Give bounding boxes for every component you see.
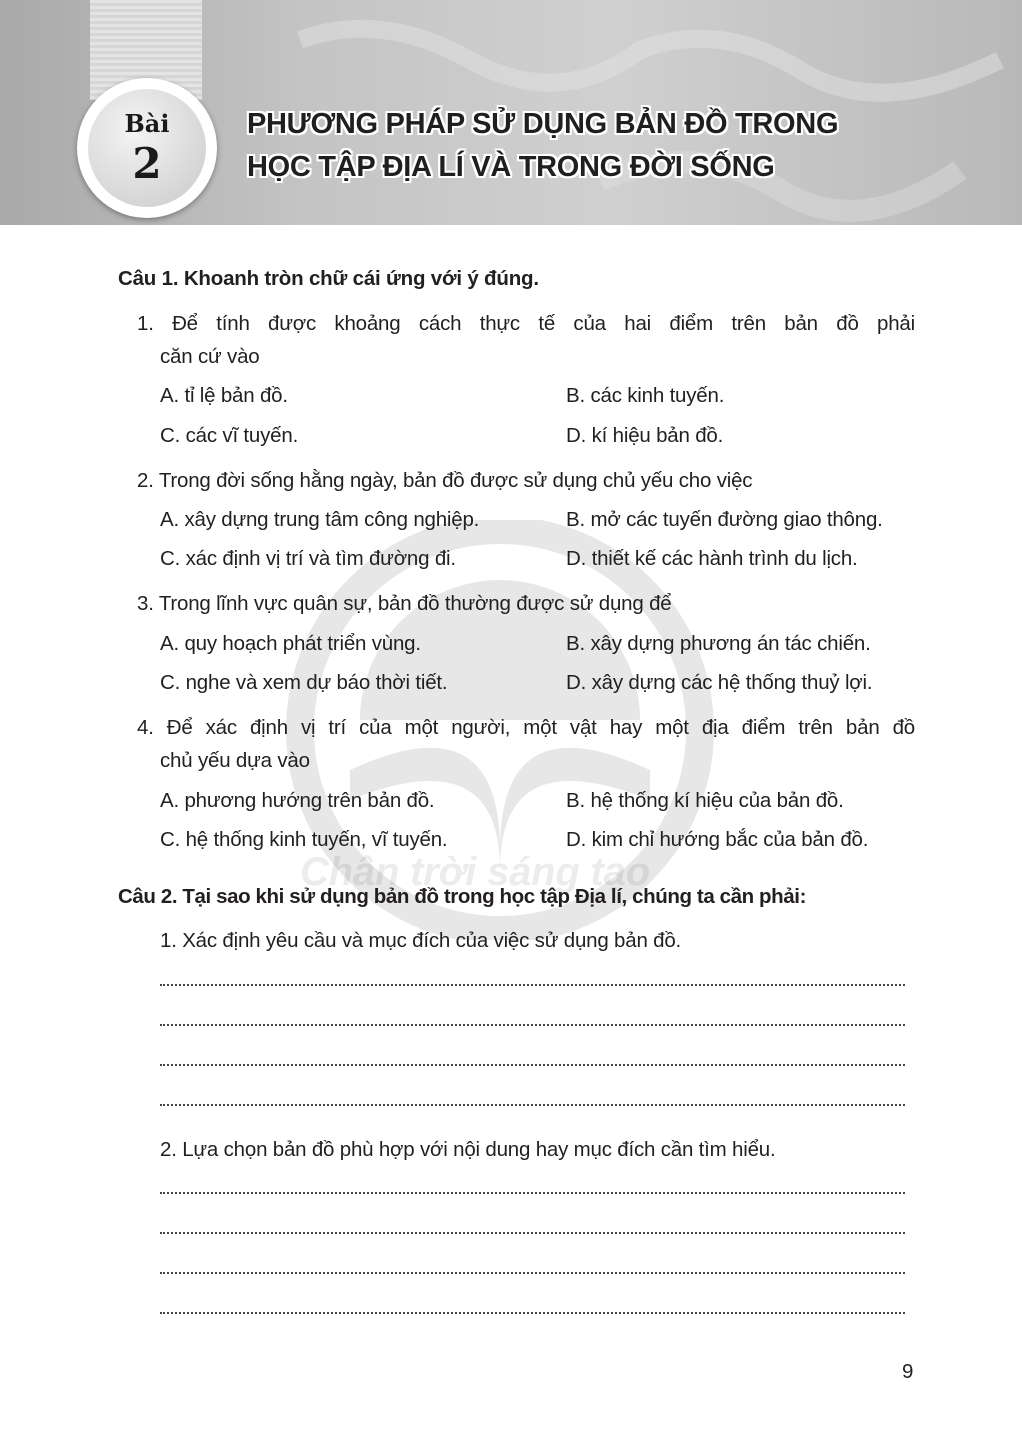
answer-line[interactable] — [160, 1192, 905, 1194]
q1-option-b[interactable]: B. các kinh tuyến. — [566, 384, 725, 407]
q3-option-a[interactable]: A. quy hoạch phát triển vùng. — [160, 632, 421, 655]
q1-option-a[interactable]: A. tỉ lệ bản đồ. — [160, 384, 288, 407]
q3-option-d[interactable]: D. xây dựng các hệ thống thuỷ lợi. — [566, 671, 873, 694]
q2-option-b[interactable]: B. mở các tuyến đường giao thông. — [566, 508, 883, 531]
q3-option-b[interactable]: B. xây dựng phương án tác chiến. — [566, 632, 871, 655]
q2-option-c[interactable]: C. xác định vị trí và tìm đường đi. — [160, 547, 456, 570]
q1-stem: 1. Để tính được khoảng cách thực tế của hai điểm trên bản đồ phải — [137, 312, 915, 335]
answer-line[interactable] — [160, 984, 905, 986]
lesson-header — [0, 0, 1022, 225]
lesson-title-line1: PHƯƠNG PHÁP SỬ DỤNG BẢN ĐỒ TRONG — [247, 108, 839, 140]
answer-line[interactable] — [160, 1064, 905, 1066]
q2-item-1: 1. Xác định yêu cầu và mục đích của việc sử dụng bản đồ. — [160, 929, 682, 952]
answer-line[interactable] — [160, 1272, 905, 1274]
q4-option-b[interactable]: B. hệ thống kí hiệu của bản đồ. — [566, 789, 844, 812]
answer-line[interactable] — [160, 1312, 905, 1314]
q2-item-2: 2. Lựa chọn bản đồ phù hợp với nội dung hay mục đích cần tìm hiểu. — [160, 1138, 776, 1161]
q4-option-a[interactable]: A. phương hướng trên bản đồ. — [160, 789, 435, 812]
answer-line[interactable] — [160, 1024, 905, 1026]
q3-stem: 3. Trong lĩnh vực quân sự, bản đồ thường được sử dụng để — [137, 592, 672, 615]
q4-stem-cont: chủ yếu dựa vào — [160, 749, 310, 772]
lesson-label: Bài — [124, 109, 170, 138]
page-number: 9 — [902, 1360, 914, 1383]
q1-option-d[interactable]: D. kí hiệu bản đồ. — [566, 424, 724, 447]
watermark-text: Chân trời sáng tạo — [300, 850, 650, 894]
lesson-badge — [77, 78, 217, 218]
q4-option-c[interactable]: C. hệ thống kinh tuyến, vĩ tuyến. — [160, 828, 448, 851]
q2-option-a[interactable]: A. xây dựng trung tâm công nghiệp. — [160, 508, 480, 531]
answer-line[interactable] — [160, 1232, 905, 1234]
lesson-title-line2: HỌC TẬP ĐỊA LÍ VÀ TRONG ĐỜI SỐNG — [247, 151, 775, 183]
q4-stem: 4. Để xác định vị trí của một người, một vật hay một địa điểm trên bản đồ — [137, 716, 915, 739]
question-1-heading: Câu 1. Khoanh tròn chữ cái ứng với ý đúng. — [118, 267, 539, 290]
answer-line[interactable] — [160, 1104, 905, 1106]
q2-stem: 2. Trong đời sống hằng ngày, bản đồ được sử dụng chủ yếu cho việc — [137, 469, 753, 492]
q1-stem-cont: căn cứ vào — [160, 345, 260, 368]
question-2-heading: Câu 2. Tại sao khi sử dụng bản đồ trong học tập Địa lí, chúng ta cần phải: — [118, 885, 807, 908]
lesson-number: 2 — [132, 139, 162, 188]
q4-option-d[interactable]: D. kim chỉ hướng bắc của bản đồ. — [566, 828, 869, 851]
q1-option-c[interactable]: C. các vĩ tuyến. — [160, 424, 299, 447]
q3-option-c[interactable]: C. nghe và xem dự báo thời tiết. — [160, 671, 448, 694]
q2-option-d[interactable]: D. thiết kế các hành trình du lịch. — [566, 547, 858, 570]
